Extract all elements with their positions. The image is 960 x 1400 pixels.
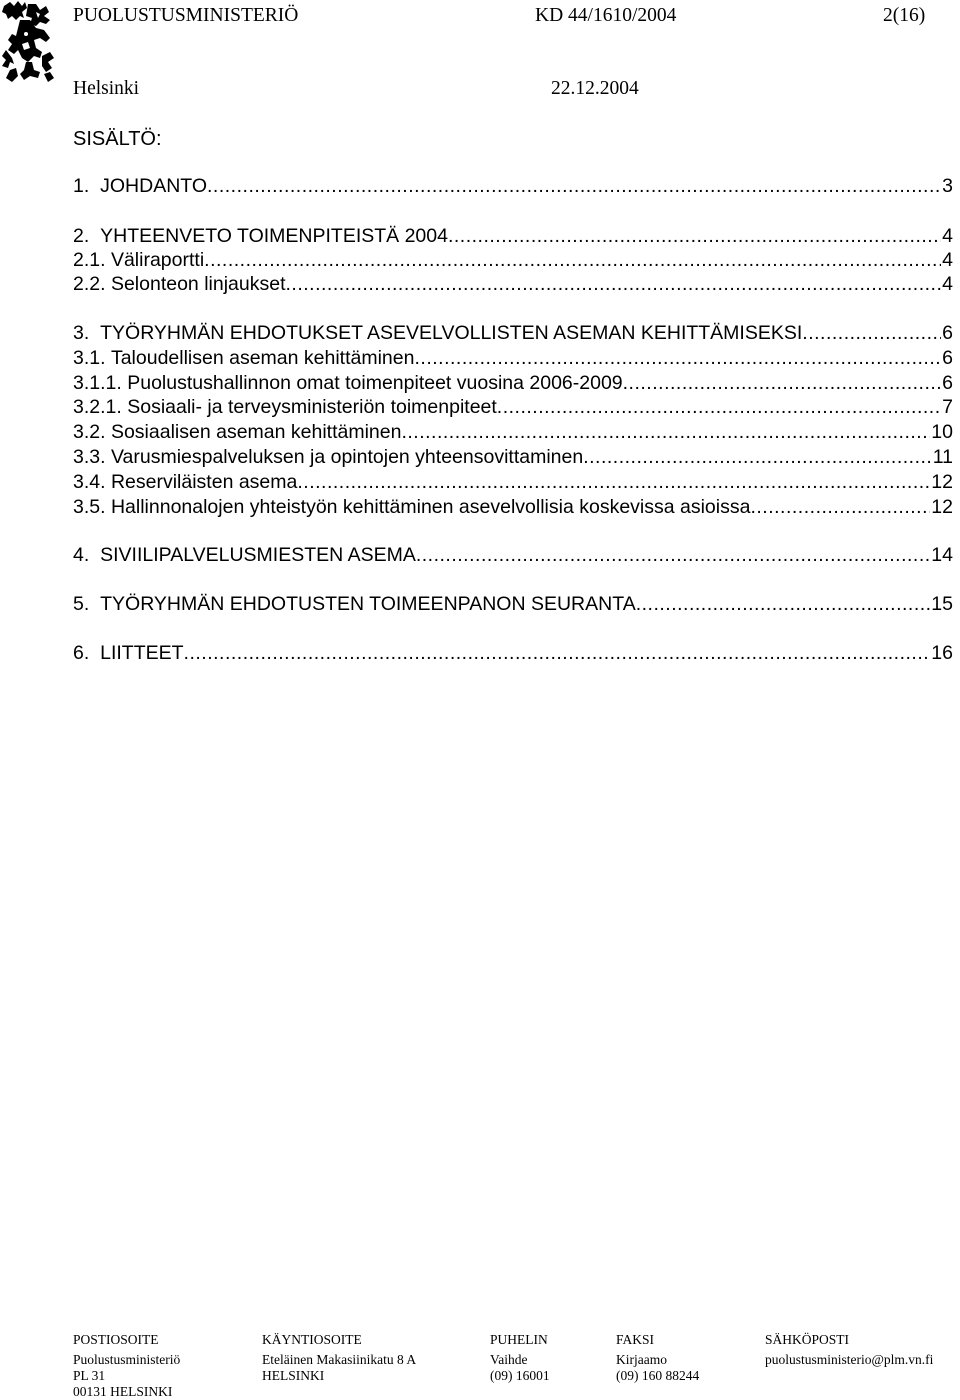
- toc-entry: [73, 371, 953, 395]
- toc-entry-page: 3: [942, 175, 953, 197]
- toc-leader: [414, 346, 941, 370]
- footer-heading: SÄHKÖPOSTI: [765, 1332, 850, 1347]
- toc-title: SISÄLTÖ:: [73, 128, 162, 150]
- toc-entry-title: Taloudellisen aseman kehittäminen: [110, 347, 415, 369]
- toc-entry-title: Väliraportti: [110, 249, 205, 271]
- toc-entry-number: 2.1.: [73, 249, 106, 271]
- header-city: Helsinki: [73, 78, 140, 99]
- footer-heading: FAKSI: [616, 1332, 655, 1347]
- toc-leader: [297, 470, 930, 494]
- toc-entry-number: 2.: [73, 225, 90, 247]
- toc-leader: [750, 495, 930, 519]
- toc-leader: [623, 371, 942, 395]
- toc-entry-page: 4: [942, 249, 953, 271]
- toc-entry: [73, 321, 953, 345]
- toc-entry-page: 12: [931, 496, 953, 518]
- toc-entry-title: Reserviläisten asema: [110, 471, 298, 493]
- toc-entry-title: TYÖRYHMÄN EHDOTUKSET ASEVELVOLLISTEN ASEMAN KEHITTÄMISEKSI: [100, 322, 803, 344]
- toc-entry-title: TYÖRYHMÄN EHDOTUSTEN TOIMEENPANON SEURANTA: [100, 593, 636, 615]
- finnish-lion-coat-of-arms-icon: [0, 0, 58, 84]
- toc-entry-title: Sosiaali- ja terveysministeriön toimenpiteet: [127, 396, 497, 418]
- toc-entry: [73, 346, 953, 370]
- toc-entry-number: 3.1.1.: [73, 372, 122, 394]
- document-reference: KD 44/1610/2004: [535, 5, 677, 26]
- toc-leader: [207, 174, 941, 198]
- toc-entry-title: Puolustushallinnon omat toimenpiteet vuosina 2006-2009: [127, 372, 623, 394]
- toc-entry-title: SIVIILIPALVELUSMIESTEN ASEMA: [100, 544, 416, 566]
- header-date: 22.12.2004: [551, 78, 639, 99]
- toc-entry: [73, 641, 953, 665]
- page-number: 2(16): [883, 5, 926, 26]
- footer-line: PL 31: [73, 1368, 106, 1383]
- toc-entry-page: 4: [942, 273, 953, 295]
- toc-entry: [73, 543, 953, 567]
- ministry-name: PUOLUSTUSMINISTERIÖ: [73, 5, 299, 26]
- toc-entry-number: 2.2.: [73, 273, 106, 295]
- toc-entry-page: 14: [931, 544, 953, 566]
- toc-leader: [583, 445, 932, 469]
- toc-entry-number: 3.4.: [73, 471, 106, 493]
- toc-leader: [802, 321, 941, 345]
- toc-entry: [73, 224, 953, 248]
- toc-entry-number: 3.5.: [73, 496, 106, 518]
- toc-leader: [184, 641, 931, 665]
- footer-line: Kirjaamo: [616, 1352, 667, 1367]
- footer-email-address[interactable]: puolustusministerio@plm.vn.fi: [765, 1352, 934, 1367]
- toc-entry: [73, 248, 953, 272]
- toc-entry: [73, 445, 953, 469]
- toc-entry-title: JOHDANTO: [100, 175, 208, 197]
- toc-entry-page: 12: [931, 471, 953, 493]
- toc-leader: [416, 543, 930, 567]
- toc-leader: [204, 248, 941, 272]
- toc-leader: [401, 420, 930, 444]
- footer-heading: POSTIOSOITE: [73, 1332, 159, 1347]
- toc-entry: [73, 495, 953, 519]
- toc-entry-page: 7: [942, 396, 953, 418]
- footer-line: Puolustusministeriö: [73, 1352, 181, 1367]
- toc-leader: [448, 224, 941, 248]
- toc-entry-number: 1.: [73, 175, 90, 197]
- toc-entry-number: 3.: [73, 322, 90, 344]
- toc-entry-number: 4.: [73, 544, 90, 566]
- toc-entry-title: Varusmiespalveluksen ja opintojen yhteensovittaminen: [110, 446, 584, 468]
- toc-entry-title: LIITTEET: [100, 642, 184, 664]
- footer-heading: PUHELIN: [490, 1332, 548, 1347]
- toc-entry-page: 15: [931, 593, 953, 615]
- footer-line: Vaihde: [490, 1352, 528, 1367]
- footer-heading: KÄYNTIOSOITE: [262, 1332, 362, 1347]
- toc-entry-title: Hallinnonalojen yhteistyön kehittäminen asevelvollisia koskevissa asioissa: [110, 496, 751, 518]
- toc-entry-page: 6: [942, 372, 953, 394]
- toc-entry-number: 3.1.: [73, 347, 106, 369]
- toc-entry: [73, 470, 953, 494]
- toc-entry-page: 4: [942, 225, 953, 247]
- toc-entry: [73, 420, 953, 444]
- footer-line: (09) 16001: [490, 1368, 550, 1383]
- toc-entry-number: 5.: [73, 593, 90, 615]
- footer-line: 00131 HELSINKI: [73, 1384, 173, 1399]
- toc-entry-title: Selonteon linjaukset: [110, 273, 286, 295]
- toc-entry-number: 6.: [73, 642, 90, 664]
- toc-entry: [73, 174, 953, 198]
- toc-entry: [73, 272, 953, 296]
- toc-entry-page: 10: [931, 421, 953, 443]
- toc-entry: [73, 395, 953, 419]
- toc-entry-number: 3.2.: [73, 421, 106, 443]
- toc-leader: [636, 592, 931, 616]
- toc-entry-title: YHTEENVETO TOIMENPITEISTÄ 2004: [100, 225, 448, 247]
- footer-line: (09) 160 88244: [616, 1368, 700, 1383]
- footer-line: Eteläinen Makasiinikatu 8 A: [262, 1352, 417, 1367]
- toc-entry-page: 11: [932, 446, 953, 468]
- footer-line: HELSINKI: [262, 1368, 325, 1383]
- toc-entry-number: 3.3.: [73, 446, 106, 468]
- toc-entry-page: 6: [942, 347, 953, 369]
- toc-entry-page: 6: [942, 322, 953, 344]
- toc-entry-page: 16: [931, 642, 953, 664]
- toc-entry: [73, 592, 953, 616]
- toc-entry-number: 3.2.1.: [73, 396, 122, 418]
- toc-leader: [286, 272, 942, 296]
- toc-leader: [497, 395, 941, 419]
- toc-entry-title: Sosiaalisen aseman kehittäminen: [110, 421, 402, 443]
